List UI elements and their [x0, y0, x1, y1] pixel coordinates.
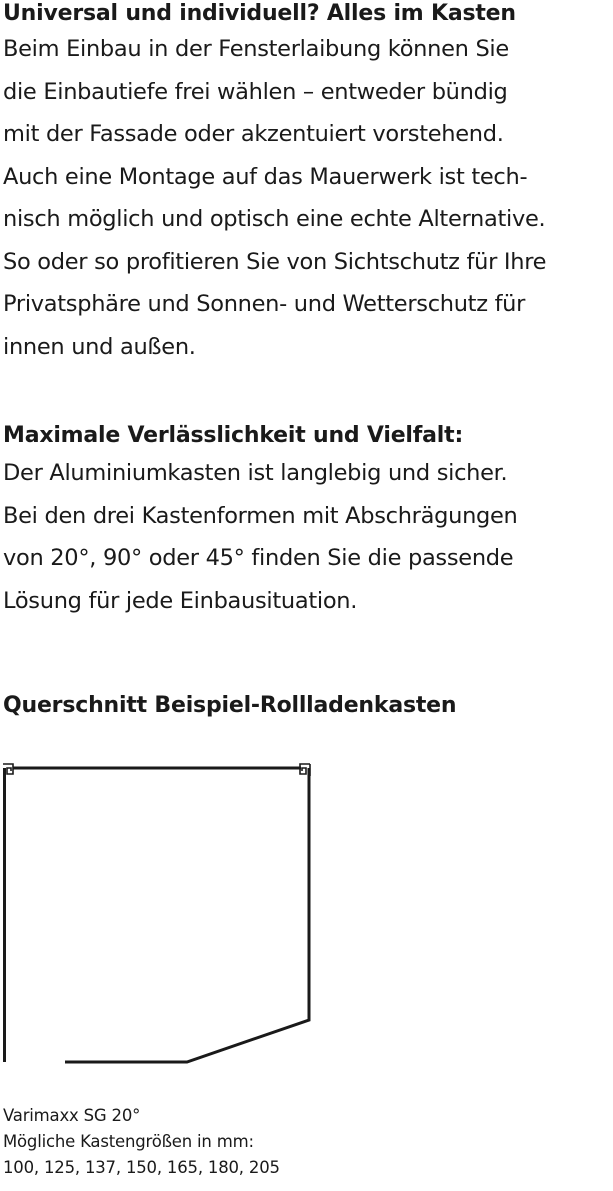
- paragraph-line: von 20°, 90° oder 45° finden Sie die passende: [3, 545, 514, 571]
- section-paragraph-universal: [3, 28, 546, 368]
- box-right-wall-line: [65, 768, 309, 1062]
- section-heading-reliability: Maximale Verlässlichkeit und Vielfalt:: [3, 423, 464, 448]
- section-paragraph-reliability: [3, 452, 518, 622]
- paragraph-line: Bei den drei Kastenformen mit Abschrägungen: [3, 502, 518, 529]
- caption-sizes-values: 100, 125, 137, 150, 165, 180, 205: [3, 1158, 280, 1177]
- paragraph-line: mit der Fassade oder akzentuiert vorstehend.: [3, 121, 504, 147]
- caption-sizes-label: Mögliche Kastengrößen in mm:: [3, 1132, 254, 1151]
- paragraph-line: Privatsphäre und Sonnen- und Wetterschutz für: [3, 291, 526, 317]
- caption-model-name: Varimaxx SG 20°: [3, 1106, 141, 1125]
- paragraph-line: So oder so profitieren Sie von Sichtschutz für Ihre: [3, 248, 547, 275]
- section-heading-universal: Universal und individuell? Alles im Kasten: [3, 1, 516, 26]
- shutter-box-cross-section-diagram: [3, 760, 323, 1070]
- paragraph-line: Beim Einbau in der Fensterlaibung können Sie: [3, 36, 509, 62]
- paragraph-line: Auch eine Montage auf das Mauerwerk ist tech-: [3, 163, 528, 190]
- paragraph-line: die Einbautiefe frei wählen – entweder bündig: [3, 78, 508, 105]
- paragraph-line: Lösung für jede Einbausituation.: [3, 587, 358, 614]
- paragraph-line: nisch möglich und optisch eine echte Alternative.: [3, 206, 546, 232]
- paragraph-line: innen und außen.: [3, 333, 196, 360]
- paragraph-line: Der Aluminiumkasten ist langlebig und sicher.: [3, 460, 508, 486]
- section-heading-cross-section: Querschnitt Beispiel-Rollladenkasten: [3, 693, 457, 718]
- diagram-caption: [3, 1103, 280, 1181]
